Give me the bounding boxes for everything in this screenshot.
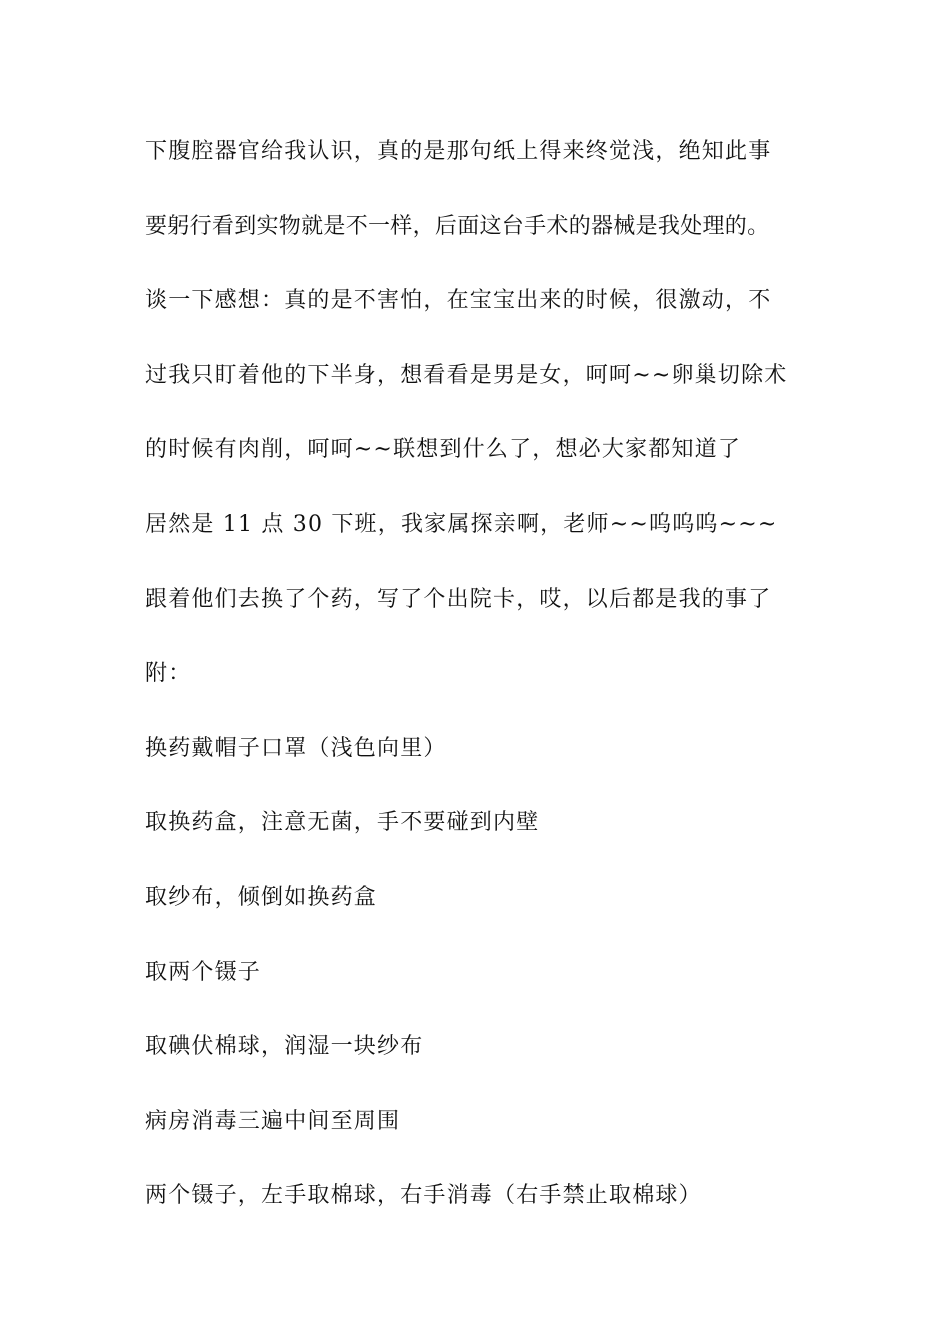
text-line: 取纱布，倾倒如换药盒 [145, 884, 378, 910]
text-line: 取换药盒，注意无菌，手不要碰到内壁 [145, 810, 540, 836]
text-line: 附： [145, 661, 192, 687]
text-line: 过我只盯着他的下半身，想看看是男是女，呵呵~~卵巢切除术 [145, 362, 788, 388]
text-line: 要躬行看到实物就是不一样，后面这台手术的器械是我处理的。 [145, 213, 770, 239]
text-line: 两个镊子，左手取棉球，右手消毒（右手禁止取棉球） [145, 1183, 702, 1209]
text-line: 谈一下感想：真的是不害怕，在宝宝出来的时候，很激动，不 [145, 288, 772, 314]
text-line: 跟着他们去换了个药，写了个出院卡，哎，以后都是我的事了 [145, 586, 772, 612]
text-line: 下腹腔器官给我认识，真的是那句纸上得来终觉浅，绝知此事 [145, 139, 772, 164]
text-line: 取碘伏棉球，润湿一块纱布 [145, 1034, 424, 1060]
text-line: 病房消毒三遍中间至周围 [145, 1108, 401, 1134]
text-line: 居然是 11 点 30 下班，我家属探亲啊，老师~~呜呜呜~~~ [145, 511, 778, 537]
text-line: 的时候有肉削，呵呵~~联想到什么了，想必大家都知道了 [145, 437, 742, 463]
document-body [145, 130, 810, 1249]
text-line: 取两个镊子 [145, 959, 262, 985]
text-line: 换药戴帽子口罩（浅色向里） [145, 735, 447, 761]
